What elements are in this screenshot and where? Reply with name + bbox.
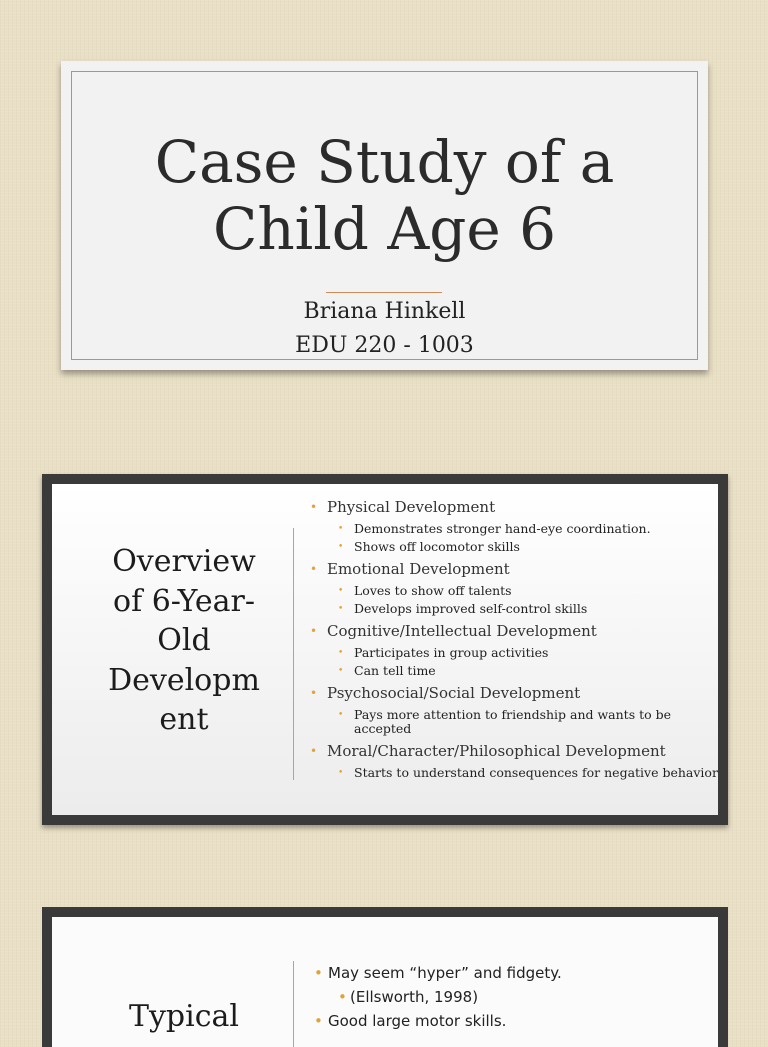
bullet-moral-development: • Moral/Character/Philosophical Development <box>310 740 718 762</box>
title-line-1: Case Study of a <box>154 128 615 196</box>
title-slide-subtitle <box>61 295 708 363</box>
sub-bullet: • Shows off locomotor skills <box>310 540 718 554</box>
title-line-2: Child Age 6 <box>212 195 557 263</box>
bullet-motor-skills: • Good large motor skills. <box>314 1009 562 1033</box>
bullet-hyper-fidgety: • May seem “hyper” and fidgety. <box>314 961 562 985</box>
bullet-cognitive-development: • Cognitive/Intellectual Development <box>310 620 718 642</box>
overview-title-line: ent <box>159 702 209 737</box>
bullet-psychosocial-development: • Psychosocial/Social Development <box>310 682 718 704</box>
title-slide[interactable] <box>61 61 708 370</box>
title-divider <box>326 292 442 293</box>
title-slide-heading <box>61 129 708 263</box>
typical-slide[interactable] <box>42 907 728 1047</box>
author-name: Briana Hinkell <box>303 299 466 324</box>
overview-slide-body <box>52 484 718 815</box>
overview-slide-heading <box>74 542 294 740</box>
overview-divider <box>293 528 294 780</box>
typical-divider <box>293 961 294 1047</box>
typical-slide-heading: Typical <box>128 999 240 1034</box>
sub-bullet-citation: • (Ellsworth, 1998) <box>314 985 562 1009</box>
overview-slide[interactable] <box>42 474 728 825</box>
course-code: EDU 220 - 1003 <box>295 333 474 358</box>
overview-title-line: Developm <box>108 662 260 698</box>
sub-bullet: • Demonstrates stronger hand-eye coordination. <box>310 522 718 536</box>
bullet-physical-development: • Physical Development <box>310 496 718 518</box>
overview-title-line: Overview <box>112 544 256 579</box>
sub-bullet: • Can tell time <box>310 664 718 678</box>
overview-title-line: Old <box>157 623 211 658</box>
overview-bullet-list <box>310 496 718 784</box>
sub-bullet: • Loves to show off talents <box>310 584 718 598</box>
sub-bullet: • Pays more attention to friendship and wants to be accepted <box>310 708 718 736</box>
typical-slide-body <box>52 917 718 1047</box>
overview-title-line: of 6-Year- <box>113 583 255 619</box>
bullet-emotional-development: • Emotional Development <box>310 558 718 580</box>
sub-bullet: • Starts to understand consequences for negative behavior <box>310 766 718 780</box>
sub-bullet: • Participates in group activities <box>310 646 718 660</box>
sub-bullet: • Develops improved self-control skills <box>310 602 718 616</box>
typical-bullet-list <box>314 961 562 1033</box>
